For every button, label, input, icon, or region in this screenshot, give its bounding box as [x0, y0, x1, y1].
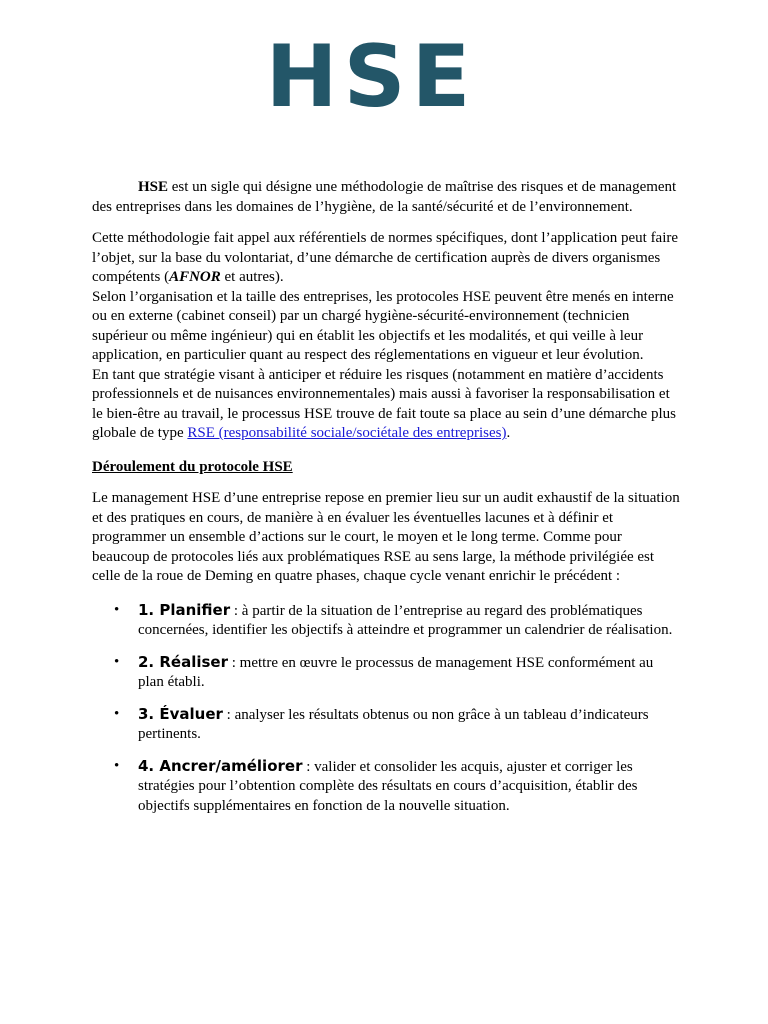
step-text: : valider et consolider les acquis, ajuster et corriger les stratégies pour l’obtention complète des résultats en cours d’acquisition, établir des objectifs supplémentaires en fonction de la nouvelle situation. [138, 758, 638, 814]
certification-text-after: et autres). [220, 269, 284, 285]
intro-paragraph [92, 178, 682, 217]
document-title: HSE [265, 27, 477, 127]
strategy-paragraph [92, 366, 682, 444]
intro-term: HSE [138, 179, 169, 195]
strategy-text-after: . [506, 425, 511, 441]
bullet-icon: • [114, 653, 120, 670]
step-text: : à partir de la situation de l’entreprise au regard des problématiques concernées, identifier les objectifs à atteindre et programmer un calendrier de réalisation. [138, 602, 673, 638]
list-item [92, 653, 682, 693]
rse-link[interactable]: RSE (responsabilité sociale/sociétale des entreprises) [187, 425, 507, 441]
bullet-icon: • [114, 757, 120, 774]
step-text: : analyser les résultats obtenus ou non grâce à un tableau d’indicateurs pertinents. [138, 706, 649, 742]
document-body [92, 178, 682, 828]
deming-steps-list [92, 601, 682, 817]
certification-text-before: Cette méthodologie fait appel aux référentiels de normes spécifiques, dont l’application peut faire l’objet, sur la base du volontariat, d’une démarche de certification auprès de divers organismes compétents ( [92, 230, 679, 285]
intro-text: est un sigle qui désigne une méthodologie de maîtrise des risques et de management des entreprises dans les domaines de l’hygiène, de la santé/sécurité et de l’environnement. [92, 179, 677, 215]
deming-paragraph: Le management HSE d’une entreprise repose en premier lieu sur un audit exhaustif de la situation et des pratiques en cours, de manière à en évaluer les éventuelles lacunes et à définir et programmer un ensemble d’actions sur le court, le moyen et le long terme. Comme pour beaucoup de protocoles liés aux problématiques RSE au sens large, la méthode privilégiée est celle de la roue de Deming en quatre phases, chaque cycle venant enrichir le précédent : [92, 490, 680, 584]
bullet-icon: • [114, 601, 120, 618]
afnor-emphasis: AFNOR [169, 269, 221, 285]
certification-paragraph [92, 229, 682, 288]
organisation-paragraph: Selon l’organisation et la taille des entreprises, les protocoles HSE peuvent être menés en interne ou en externe (cabinet conseil) par un chargé hygiène-sécurité-environnement (technicien supérieur ou même ingénieur) qui en établit les objectifs et les modalités, et qui veille à leur application, en particulier quant au respect des réglementations en vigueur et leur évolution. [92, 288, 674, 363]
step-term: 2. Réaliser [138, 652, 228, 671]
bullet-icon: • [114, 705, 120, 722]
strategy-text-before: En tant que stratégie visant à anticiper et réduire les risques (notamment en matière d’accidents professionnels et de nuisances environnementales) mais aussi à favoriser la responsabilisation et le bien-être au travail, le processus HSE trouve de fait toute sa place au sein d’une démarche plus globale de type [92, 366, 676, 441]
list-item [92, 601, 682, 641]
list-item [92, 757, 682, 817]
step-text: : mettre en œuvre le processus de management HSE conformément au plan établi. [138, 654, 654, 690]
step-term: 1. Planifier [138, 600, 231, 619]
section-heading: Déroulement du protocole HSE [92, 458, 293, 475]
list-item [92, 705, 682, 745]
step-term: 4. Ancrer/améliorer [138, 756, 303, 775]
step-term: 3. Évaluer [138, 704, 223, 723]
